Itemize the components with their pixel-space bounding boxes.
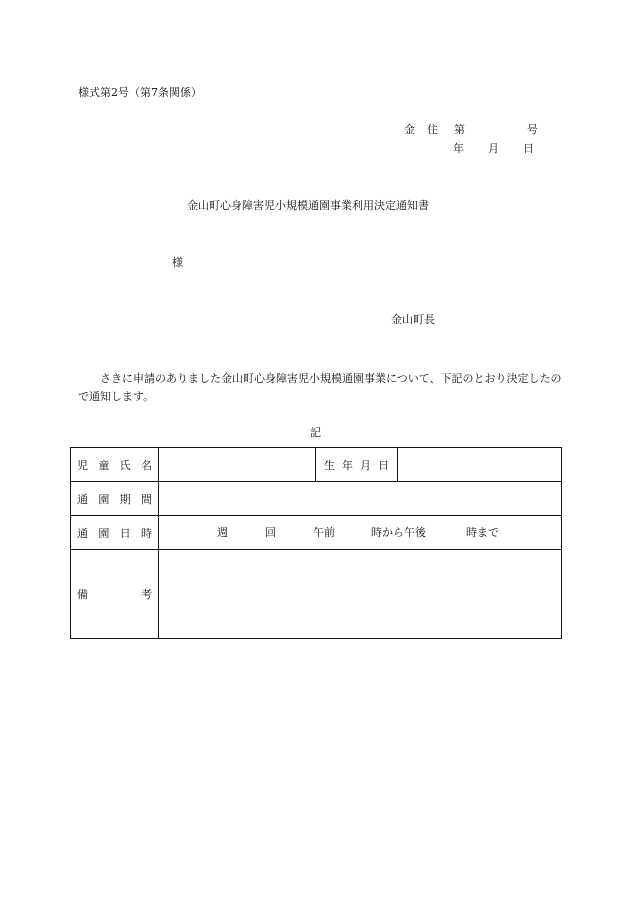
period-label-char: 間 [140, 492, 152, 506]
remarks-row [71, 550, 562, 639]
period-field[interactable] [159, 482, 562, 516]
ref-go: 号 [527, 123, 538, 136]
ref-prefix: 金 [404, 123, 415, 136]
schedule-row [71, 516, 562, 550]
dob-label-cell [316, 448, 398, 482]
ki-heading: 記 [310, 426, 321, 439]
period-label-char: 通 [77, 492, 88, 506]
period-label-char: 期 [119, 492, 131, 506]
schedule-label-cell [71, 516, 159, 550]
schedule-label-char: 園 [98, 526, 110, 540]
period-row [71, 482, 562, 516]
date-year: 年 [453, 142, 464, 155]
child-name-label-char: 名 [140, 458, 152, 472]
remarks-label-cell [71, 550, 159, 639]
issuer: 金山町長 [391, 313, 435, 326]
remarks-label-char: 備 [77, 588, 88, 601]
dob-label-char: 年 [342, 458, 353, 472]
schedule-label-char: 日 [119, 526, 131, 540]
reference-number-line [404, 124, 538, 135]
date-month: 月 [488, 142, 499, 155]
child-name-row [71, 448, 562, 482]
date-day: 日 [523, 142, 534, 155]
ref-mid: 住 [427, 123, 438, 136]
child-name-field[interactable] [159, 448, 316, 482]
schedule-week: 週 [217, 526, 228, 539]
body-text: さきに申請のありました金山町心身障害児小規模通園事業について、下記のとおり決定したので通知します。 [78, 372, 562, 403]
child-name-label-char: 童 [98, 458, 110, 472]
detail-table [70, 447, 562, 639]
schedule-label-char: 通 [77, 526, 88, 540]
period-label-cell [71, 482, 159, 516]
dob-label-char: 月 [360, 458, 371, 472]
document-title: 金山町心身障害児小規模通園事業利用決定通知書 [187, 199, 429, 212]
schedule-am: 午前 [313, 526, 335, 539]
schedule-from-pm: 時から午後 [371, 526, 426, 539]
schedule-times: 回 [265, 526, 276, 539]
date-line [453, 143, 534, 154]
ref-dai: 第 [454, 123, 465, 136]
child-name-label-cell [71, 448, 159, 482]
dob-label-char: 日 [378, 458, 389, 472]
child-name-label-char: 児 [77, 458, 88, 472]
remarks-label-char: 考 [141, 588, 152, 601]
dob-field[interactable] [398, 448, 562, 482]
period-label-char: 園 [98, 492, 110, 506]
form-id: 様式第2号（第7条関係） [78, 86, 202, 99]
child-name-label-char: 氏 [119, 458, 131, 472]
dob-label-char: 生 [324, 458, 335, 472]
schedule-label-char: 時 [140, 526, 152, 540]
remarks-field[interactable] [159, 550, 562, 639]
addressee-suffix: 様 [172, 256, 183, 269]
schedule-field[interactable] [159, 516, 562, 550]
schedule-until: 時まで [466, 526, 499, 539]
